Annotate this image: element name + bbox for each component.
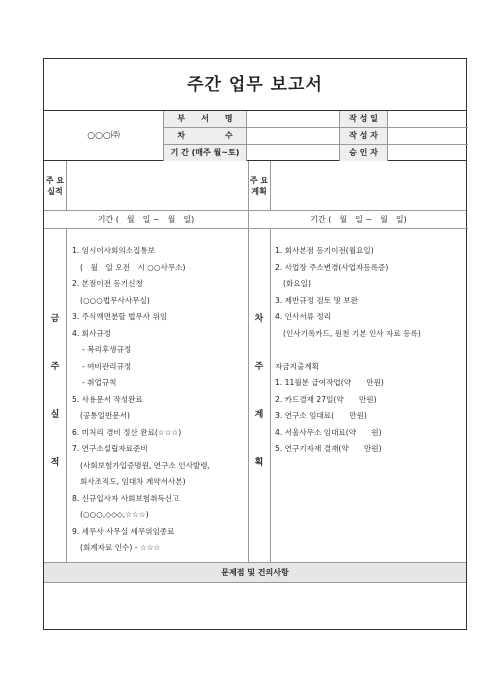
- period-field[interactable]: [246, 145, 339, 161]
- main-section: [44, 229, 466, 563]
- list-item: 9. 세무사 사무실 세무위임종료: [72, 526, 175, 536]
- list-item: 3. 주식액면분할 법무사 위임: [72, 312, 168, 321]
- list-item: 회사조직도, 임대차 계약서사본): [80, 477, 186, 486]
- divider: [248, 229, 249, 562]
- list-item: (사회보험가입증명원, 연구소 인사발령,: [80, 460, 210, 470]
- report-header: [44, 111, 466, 161]
- date-field[interactable]: [387, 111, 468, 127]
- divider: [66, 229, 67, 562]
- plans-side-char: 차: [254, 314, 264, 324]
- list-item: 2. 카드결재 27일(약 만원): [275, 394, 377, 404]
- list-item: ( 월 일 오전 시 ○○사무소): [80, 262, 186, 272]
- list-item: 4. 인사서류 정리: [275, 312, 332, 321]
- list-item: (○○○법무사사무실): [80, 295, 150, 305]
- list-item: - 복리후생규정: [82, 345, 132, 354]
- plans-side-char: 획: [254, 458, 264, 468]
- plans-list: [275, 243, 465, 458]
- list-item: 4. 회사규정: [72, 328, 112, 338]
- list-item: (화요일): [283, 279, 311, 288]
- issues-header: 문제점 및 건의사항: [44, 563, 466, 583]
- dept-field[interactable]: [246, 111, 339, 127]
- results-side-char: 주: [50, 362, 60, 372]
- header-row-seq: [164, 128, 468, 144]
- list-item: (인사기록카드, 원천 기본 인사 자료 등록): [283, 328, 421, 338]
- divider: [270, 229, 271, 562]
- list-item: 3. 연구소 임대료( 만원): [275, 411, 367, 420]
- list-item: (○○○,◇◇◇,☆☆☆): [80, 510, 149, 519]
- list-item: 4. 서울사무소 임대료(약 원): [275, 427, 382, 437]
- approver-field[interactable]: [387, 145, 468, 161]
- list-item: 2. 사업장 주소변경(사업자등록증): [275, 262, 389, 272]
- results-side-char: 금: [50, 314, 60, 324]
- approver-label: 승 인 자: [339, 145, 387, 161]
- seq-label: 차 수: [164, 128, 246, 144]
- summary-section: [44, 161, 466, 211]
- header-row-dept: [164, 111, 468, 127]
- list-item: - 취업규칙: [82, 378, 117, 387]
- summary-plans-label: 주 요 계획: [249, 176, 269, 196]
- header-row-period: [164, 145, 468, 161]
- results-side-char: 실: [50, 410, 60, 420]
- summary-results-label: 주 요 실적: [45, 176, 65, 196]
- list-item: 1. 회사본점 등기이전(월요일): [275, 246, 374, 255]
- list-item: [275, 342, 465, 359]
- company-name: ○○○㈜: [44, 111, 164, 161]
- plans-period[interactable]: 기간 ( 월 일 ~ 월 일): [249, 211, 468, 229]
- list-item: 5. 사용문서 작성완료: [72, 394, 143, 404]
- divider: [66, 161, 67, 210]
- report-form: [43, 58, 467, 630]
- page-title: 주간 업무 보고서: [44, 59, 466, 111]
- list-item: - 여비관리규정: [82, 361, 132, 371]
- seq-field[interactable]: [246, 128, 339, 144]
- date-label: 작 성 일: [339, 111, 387, 127]
- list-item: 자금지출계획: [275, 361, 320, 371]
- list-item: 1. 임시이사회의소집통보: [72, 246, 156, 255]
- dept-label: 부 서 명: [164, 111, 246, 127]
- period-label: 기 간 (매주 월~토): [164, 145, 246, 161]
- writer-field[interactable]: [387, 128, 468, 144]
- list-item: (회계자료 인수) - ☆☆☆: [80, 543, 161, 552]
- results-list: [72, 243, 246, 557]
- list-item: (공통일반문서): [80, 411, 130, 420]
- writer-label: 작 성 자: [339, 128, 387, 144]
- plans-side-char: 주: [254, 362, 264, 372]
- list-item: 1. 11월분 급여작업(약 만원): [275, 378, 384, 387]
- plans-side-char: 계: [254, 410, 264, 420]
- list-item: 2. 본점이전 등기신청: [72, 279, 143, 288]
- list-item: 5. 연구기자재 결재(약 만원): [275, 444, 382, 453]
- list-item: 8. 신규입사자 사회보험취득신고: [72, 493, 180, 503]
- list-item: 7. 연구소설립자료준비: [72, 444, 148, 453]
- list-item: 6. 미처리 경비 정산 완료(☆☆☆): [72, 427, 182, 437]
- results-period[interactable]: 기간 ( 월 일 ~ 월 일): [44, 211, 248, 229]
- issues-field[interactable]: [44, 583, 466, 629]
- results-side-char: 적: [50, 458, 60, 468]
- list-item: 3. 제반규정 검토 및 보완: [275, 295, 358, 305]
- divider: [270, 161, 271, 210]
